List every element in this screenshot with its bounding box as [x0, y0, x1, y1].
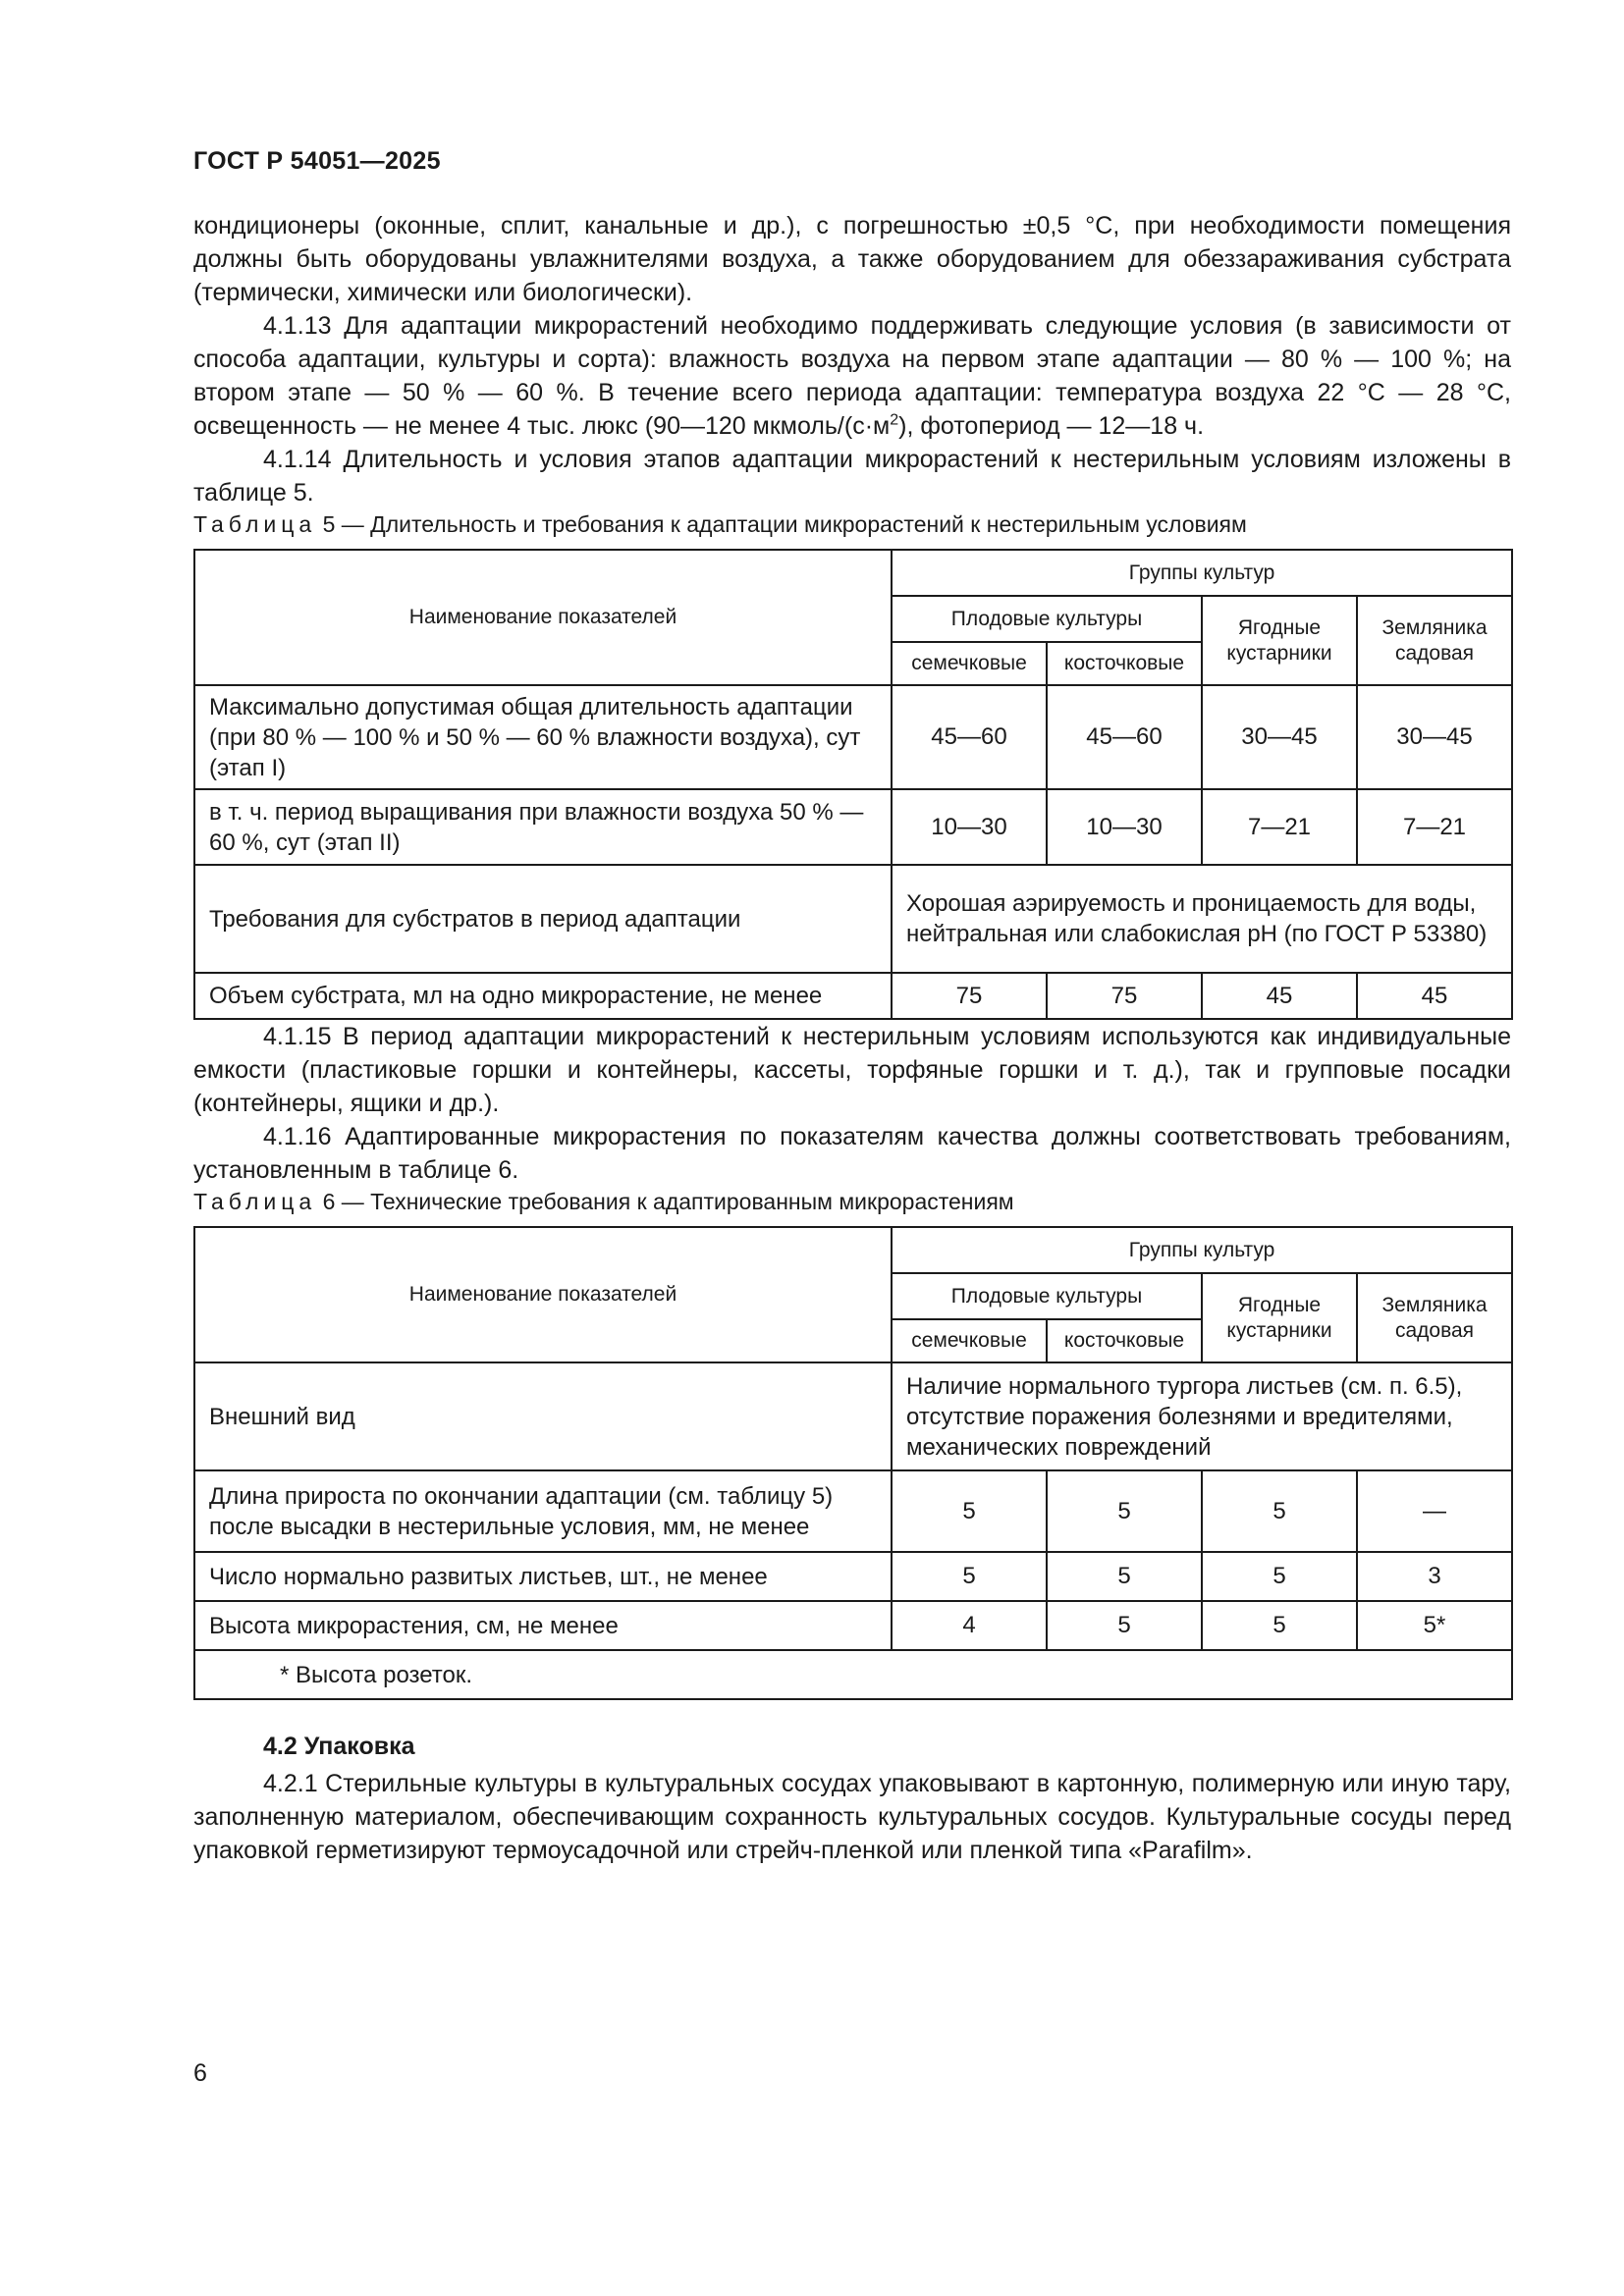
table-6-row-2-name: Длина прироста по окончании адаптации (см. таблицу 5) после высадки в нестерильные условия, мм, не менее — [194, 1470, 892, 1552]
table-6-row-2-strawberry: — — [1357, 1470, 1512, 1552]
table-6-caption-text: 6 — Технические требования к адаптированным микрорастениям — [316, 1189, 1014, 1214]
paragraph-4-1-14: 4.1.14 Длительность и условия этапов адаптации микрорастений к нестерильным условиям изложены в таблице 5. — [193, 446, 1511, 507]
table-5-row-1-strawberry: 30—45 — [1357, 685, 1512, 789]
paragraph-4-1-13-superscript: 2 — [890, 411, 899, 429]
table-6-row-4-pome: 4 — [892, 1601, 1047, 1650]
table-6-header-strawberry: Земляника садовая — [1357, 1273, 1512, 1362]
table-5-caption-word: Таблица — [193, 511, 317, 537]
table-5-row-1-pome: 45—60 — [892, 685, 1047, 789]
table-5-row-4-strawberry: 45 — [1357, 973, 1512, 1019]
table-6-footnote: * Высота розеток. — [194, 1650, 1512, 1699]
table-6-header-berry: Ягодные кустарники — [1202, 1273, 1357, 1362]
document-page — [193, 147, 1511, 1867]
table-row — [194, 1552, 1512, 1601]
table-5-row-2-name: в т. ч. период выращивания при влажности воздуха 50 % — 60 %, сут (этап II) — [194, 789, 892, 865]
table-5-row-4-berry: 45 — [1202, 973, 1357, 1019]
table-5-caption — [193, 509, 1511, 539]
table-5-row-4-pome: 75 — [892, 973, 1047, 1019]
table-5 — [193, 549, 1513, 1020]
paragraph-4-1-16: 4.1.16 Адаптированные микрорастения по показателям качества должны соответствовать требованиям, установленным в таблице 6. — [193, 1123, 1511, 1184]
table-5-header-pome: семечковые — [892, 642, 1047, 685]
table-6-row-4-berry: 5 — [1202, 1601, 1357, 1650]
paragraph-4-1-13-text-a: 4.1.13 Для адаптации микрорастений необходимо поддерживать следующие условия (в зависимости от способа адаптации, культуры и сорта): влажность воздуха на первом этапе адаптации — 80 % — 100 %; на втором этапе — 50 % — 60 %. В течение всего периода адаптации: температура воздуха 22 °С — 28 °С, освещенность — не менее 4 тыс. люкс (90—120 мкмоль/(с·м — [193, 312, 1511, 440]
table-5-header-name: Наименование показателей — [194, 550, 892, 685]
table-5-row-3-merged: Хорошая аэрируемость и проницаемость для воды, нейтральная или слабокислая рН (по ГОСТ Р 53380) — [892, 865, 1512, 973]
table-6-row-1-merged: Наличие нормального тургора листьев (см. п. 6.5), отсутствие поражения болезнями и вредителями, механических повреждений — [892, 1362, 1512, 1470]
table-row — [194, 973, 1512, 1019]
paragraph-4-1-15: 4.1.15 В период адаптации микрорастений к нестерильным условиям используются как индивидуальные емкости (пластиковые горшки и контейнеры, кассеты, торфяные горшки и т. д.), так и групповые посадки (контейнеры, ящики и др.). — [193, 1023, 1511, 1117]
table-5-header-fruit: Плодовые культуры — [892, 596, 1202, 642]
table-6-row-4-stone: 5 — [1047, 1601, 1202, 1650]
table-row — [194, 789, 1512, 865]
table-6-row-3-name: Число нормально развитых листьев, шт., не менее — [194, 1552, 892, 1601]
paragraph-4-1-13-text-b: ), фотопериод — 12—18 ч. — [898, 412, 1205, 440]
table-6-header-groups: Группы культур — [892, 1227, 1512, 1273]
paragraph-continued: кондиционеры (оконные, сплит, канальные и др.), с погрешностью ±0,5 °С, при необходимости помещения должны быть оборудованы увлажнителями воздуха, а также оборудованием для обеззараживания субстрата (термически, химически или биологически). — [193, 212, 1511, 306]
table-5-header-berry: Ягодные кустарники — [1202, 596, 1357, 685]
table-5-row-1-stone: 45—60 — [1047, 685, 1202, 789]
table-6-header-name: Наименование показателей — [194, 1227, 892, 1362]
table-row — [194, 1601, 1512, 1650]
table-5-row-1-name: Максимально допустимая общая длительность адаптации (при 80 % — 100 % и 50 % — 60 % влажности воздуха), сут (этап I) — [194, 685, 892, 789]
table-6-row-3-pome: 5 — [892, 1552, 1047, 1601]
page-number: 6 — [193, 2059, 207, 2087]
table-row — [194, 1470, 1512, 1552]
table-6-row-2-berry: 5 — [1202, 1470, 1357, 1552]
table-5-row-2-berry: 7—21 — [1202, 789, 1357, 865]
table-6-row-2-stone: 5 — [1047, 1470, 1202, 1552]
table-6-row-4-name: Высота микрорастения, см, не менее — [194, 1601, 892, 1650]
table-5-header-strawberry: Земляника садовая — [1357, 596, 1512, 685]
table-row — [194, 865, 1512, 973]
table-5-row-3-name: Требования для субстратов в период адаптации — [194, 865, 892, 973]
table-6-row-3-strawberry: 3 — [1357, 1552, 1512, 1601]
section-4-2-heading: 4.2 Упаковка — [263, 1733, 415, 1760]
table-5-row-4-name: Объем субстрата, мл на одно микрорастение, не менее — [194, 973, 892, 1019]
standard-header: ГОСТ Р 54051—2025 — [193, 147, 441, 175]
table-row — [194, 1362, 1512, 1470]
table-6-caption — [193, 1187, 1511, 1216]
table-5-row-4-stone: 75 — [1047, 973, 1202, 1019]
table-6-header-fruit: Плодовые культуры — [892, 1273, 1202, 1319]
table-6-row-3-stone: 5 — [1047, 1552, 1202, 1601]
paragraph-4-1-13 — [193, 309, 1511, 443]
table-5-row-2-strawberry: 7—21 — [1357, 789, 1512, 865]
table-6-header-stone: косточковые — [1047, 1319, 1202, 1362]
table-6-caption-word: Таблица — [193, 1189, 317, 1214]
table-5-caption-text: 5 — Длительность и требования к адаптации микрорастений к нестерильным условиям — [316, 511, 1247, 537]
table-6-row-2-pome: 5 — [892, 1470, 1047, 1552]
table-6-header-pome: семечковые — [892, 1319, 1047, 1362]
table-6-row-1-name: Внешний вид — [194, 1362, 892, 1470]
table-row — [194, 685, 1512, 789]
table-6-footnote-row — [194, 1650, 1512, 1699]
paragraph-4-2-1: 4.2.1 Стерильные культуры в культуральных сосудах упаковывают в картонную, полимерную или иную тару, заполненную материалом, обеспечивающим сохранность культуральных сосудов. Культуральные сосуды перед упаковкой герметизируют термоусадочной или стрейч-пленкой или пленкой типа «Parafilm». — [193, 1770, 1511, 1864]
table-5-row-1-berry: 30—45 — [1202, 685, 1357, 789]
table-5-header-stone: косточковые — [1047, 642, 1202, 685]
table-6 — [193, 1226, 1513, 1700]
table-6-row-3-berry: 5 — [1202, 1552, 1357, 1601]
table-5-row-2-pome: 10—30 — [892, 789, 1047, 865]
table-5-header-groups: Группы культур — [892, 550, 1512, 596]
table-6-row-4-strawberry: 5* — [1357, 1601, 1512, 1650]
table-5-row-2-stone: 10—30 — [1047, 789, 1202, 865]
